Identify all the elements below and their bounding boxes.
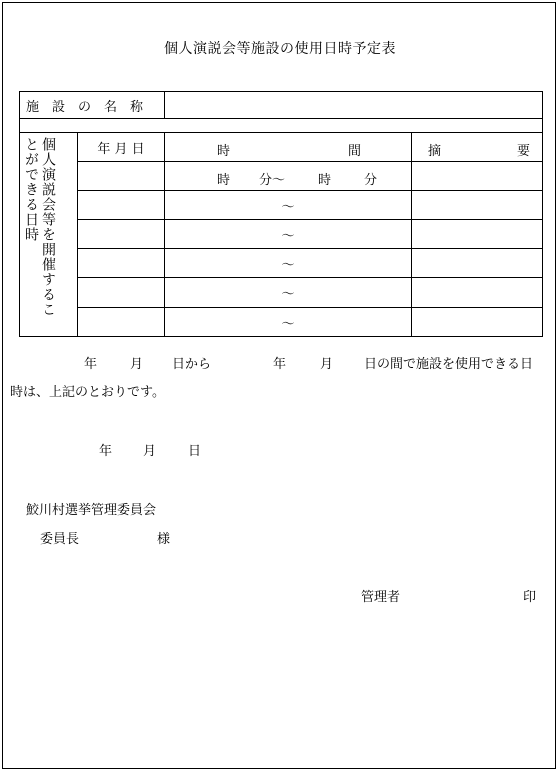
statement-day-2: 日の間で施設を使用できる日	[364, 357, 534, 372]
sub-min-2: 分	[364, 173, 378, 188]
spacer-row	[20, 119, 543, 133]
note-cell-1[interactable]	[412, 162, 543, 191]
date-cell-6[interactable]	[78, 308, 165, 337]
header-note-b: 要	[516, 144, 530, 159]
date-cell-1[interactable]	[78, 162, 165, 191]
facility-name-field[interactable]	[165, 92, 543, 119]
facility-name-label: 施設の名称	[20, 92, 165, 119]
schedule-row	[20, 308, 543, 337]
date-day: 日	[188, 444, 202, 459]
header-row	[20, 133, 543, 162]
schedule-row	[20, 249, 543, 278]
sub-hour-2: 時	[318, 173, 332, 188]
statement-month-1: 月	[130, 357, 144, 372]
header-time	[165, 133, 412, 162]
header-time-a: 時	[217, 144, 231, 159]
schedule-table	[19, 91, 543, 337]
note-cell-6[interactable]	[412, 308, 543, 337]
note-cell-4[interactable]	[412, 249, 543, 278]
time-range-cell[interactable]: ～	[165, 220, 412, 249]
note-cell-2[interactable]	[412, 191, 543, 220]
date-month: 月	[143, 444, 157, 459]
time-range-cell[interactable]: ～	[165, 191, 412, 220]
statement-day-1: 日から	[172, 357, 212, 372]
spacer-cell	[20, 119, 543, 133]
sub-hour-1: 時	[217, 173, 231, 188]
side-label-cell	[20, 133, 78, 337]
subheader-row	[20, 162, 543, 191]
facility-name-row	[20, 92, 543, 119]
honorific: 様	[157, 532, 171, 547]
schedule-row	[20, 278, 543, 308]
sub-min-1: 分～	[259, 173, 286, 188]
header-note-a: 摘	[428, 144, 442, 159]
chair-title: 委員長	[40, 532, 80, 547]
time-range-cell[interactable]: ～	[165, 249, 412, 278]
side-label: 個人演説会等を開催することができる日時	[23, 137, 56, 317]
committee-name: 鮫川村選挙管理委員会	[26, 503, 157, 518]
note-cell-5[interactable]	[412, 278, 543, 308]
schedule-row	[20, 191, 543, 220]
manager-label: 管理者	[361, 590, 401, 605]
statement-line-2: 時は、上記のとおりです。	[10, 385, 165, 400]
statement-year-2: 年	[273, 357, 287, 372]
date-cell-2[interactable]	[78, 191, 165, 220]
time-subheader	[165, 162, 412, 191]
date-cell-3[interactable]	[78, 220, 165, 249]
seal-mark: 印	[523, 590, 537, 605]
statement-month-2: 月	[320, 357, 334, 372]
time-range-cell[interactable]: ～	[165, 278, 412, 308]
note-cell-3[interactable]	[412, 220, 543, 249]
statement-year-1: 年	[84, 357, 98, 372]
date-cell-5[interactable]	[78, 278, 165, 308]
header-note	[412, 133, 543, 162]
schedule-row	[20, 220, 543, 249]
date-year: 年	[99, 444, 113, 459]
document-title: 個人演説会等施設の使用日時予定表	[164, 41, 396, 57]
time-range-cell[interactable]: ～	[165, 308, 412, 337]
header-time-b: 間	[348, 144, 362, 159]
header-date: 年 月 日	[78, 133, 165, 162]
date-cell-4[interactable]	[78, 249, 165, 278]
